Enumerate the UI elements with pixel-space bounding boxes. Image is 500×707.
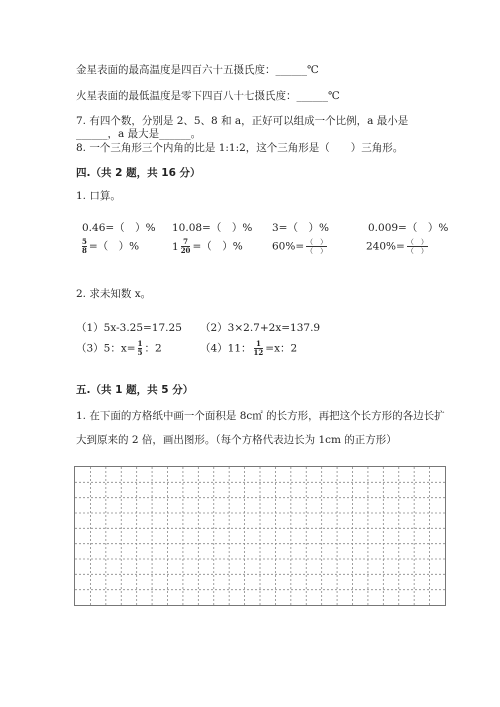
whole-part: 1 xyxy=(172,240,179,253)
oral-r2c2-tail: =（ ）% xyxy=(192,240,243,253)
fraction xyxy=(407,238,428,255)
denominator: 8 xyxy=(82,246,87,255)
equation-2: （2）3×2.7+2x=137.9 xyxy=(200,322,321,334)
oral-r2c4 xyxy=(366,238,430,255)
question-7-line1: 7. 有四个数，分别是 2、5、8 和 a，正好可以组成一个比例，a 最小是 xyxy=(76,115,409,127)
fraction xyxy=(181,238,191,255)
numerator: 7 xyxy=(183,237,188,246)
section-4-title: 四.（共 2 题，共 16 分） xyxy=(76,167,201,179)
denominator: 12 xyxy=(253,348,264,357)
equation-4-left: （4）11： xyxy=(200,342,252,355)
question-1-title: 1. 口算。 xyxy=(76,190,121,202)
oral-r1c3: 3=（ ）% xyxy=(272,222,329,234)
denominator: 20 xyxy=(180,246,191,255)
numerator: 1 xyxy=(137,339,143,348)
oral-r1c2: 10.08=（ ）% xyxy=(172,222,253,234)
oral-r2c1-tail: =（ ）% xyxy=(88,240,140,253)
fraction xyxy=(306,238,327,255)
equation-4-tail: =x：2 xyxy=(265,342,298,355)
oral-r2c3 xyxy=(272,238,329,255)
oral-r1c1: 0.46=（ ）% xyxy=(82,222,156,234)
numerator: （ ） xyxy=(306,238,328,246)
fraction xyxy=(254,340,264,357)
oral-r2c4-left: 240%= xyxy=(366,240,405,253)
equation-3-tail: ：2 xyxy=(144,342,162,355)
equation-3-left: （3）5：x= xyxy=(76,342,136,355)
question-venus: 金星表面的最高温度是四百六十五摄氏度：______℃ xyxy=(76,64,319,76)
numerator: 1 xyxy=(255,339,261,348)
question-2-title: 2. 求未知数 x。 xyxy=(76,288,152,300)
section-5-title: 五.（共 1 题，共 5 分） xyxy=(76,384,194,396)
equation-4 xyxy=(200,340,297,357)
fraction xyxy=(82,238,87,255)
oral-r2c3-left: 60%= xyxy=(272,240,305,253)
fraction xyxy=(138,340,143,357)
denominator: 5 xyxy=(137,348,143,357)
denominator: （ ） xyxy=(306,247,328,255)
question-mars: 火星表面的最低温度是零下四百八十七摄氏度：______℃ xyxy=(76,90,340,102)
numerator: 5 xyxy=(82,237,87,246)
grid-paper[interactable] xyxy=(74,466,446,606)
question-7-line2: ______，a 最大是______。 xyxy=(76,128,202,140)
equation-3 xyxy=(76,340,162,357)
numerator: （ ） xyxy=(406,238,428,246)
grid-lines xyxy=(75,467,445,605)
equation-1: （1）5x-3.25=17.25 xyxy=(76,322,182,334)
denominator: （ ） xyxy=(406,247,428,255)
oral-r1c4: 0.009=（ ）% xyxy=(368,222,449,234)
oral-r2c1 xyxy=(80,238,139,255)
question-5-line2: 大到原来的 2 倍，画出图形。（每个方格代表边长为 1cm 的正方形） xyxy=(76,434,397,446)
oral-r2c2 xyxy=(172,238,243,255)
question-5-line1: 1. 在下面的方格纸中画一个面积是 8c㎡ 的长方形，再把这个长方形的各边长扩 xyxy=(76,410,445,422)
question-8: 8. 一个三角形三个内角的比是 1:1:2，这个三角形是（ ）三角形。 xyxy=(76,142,404,154)
